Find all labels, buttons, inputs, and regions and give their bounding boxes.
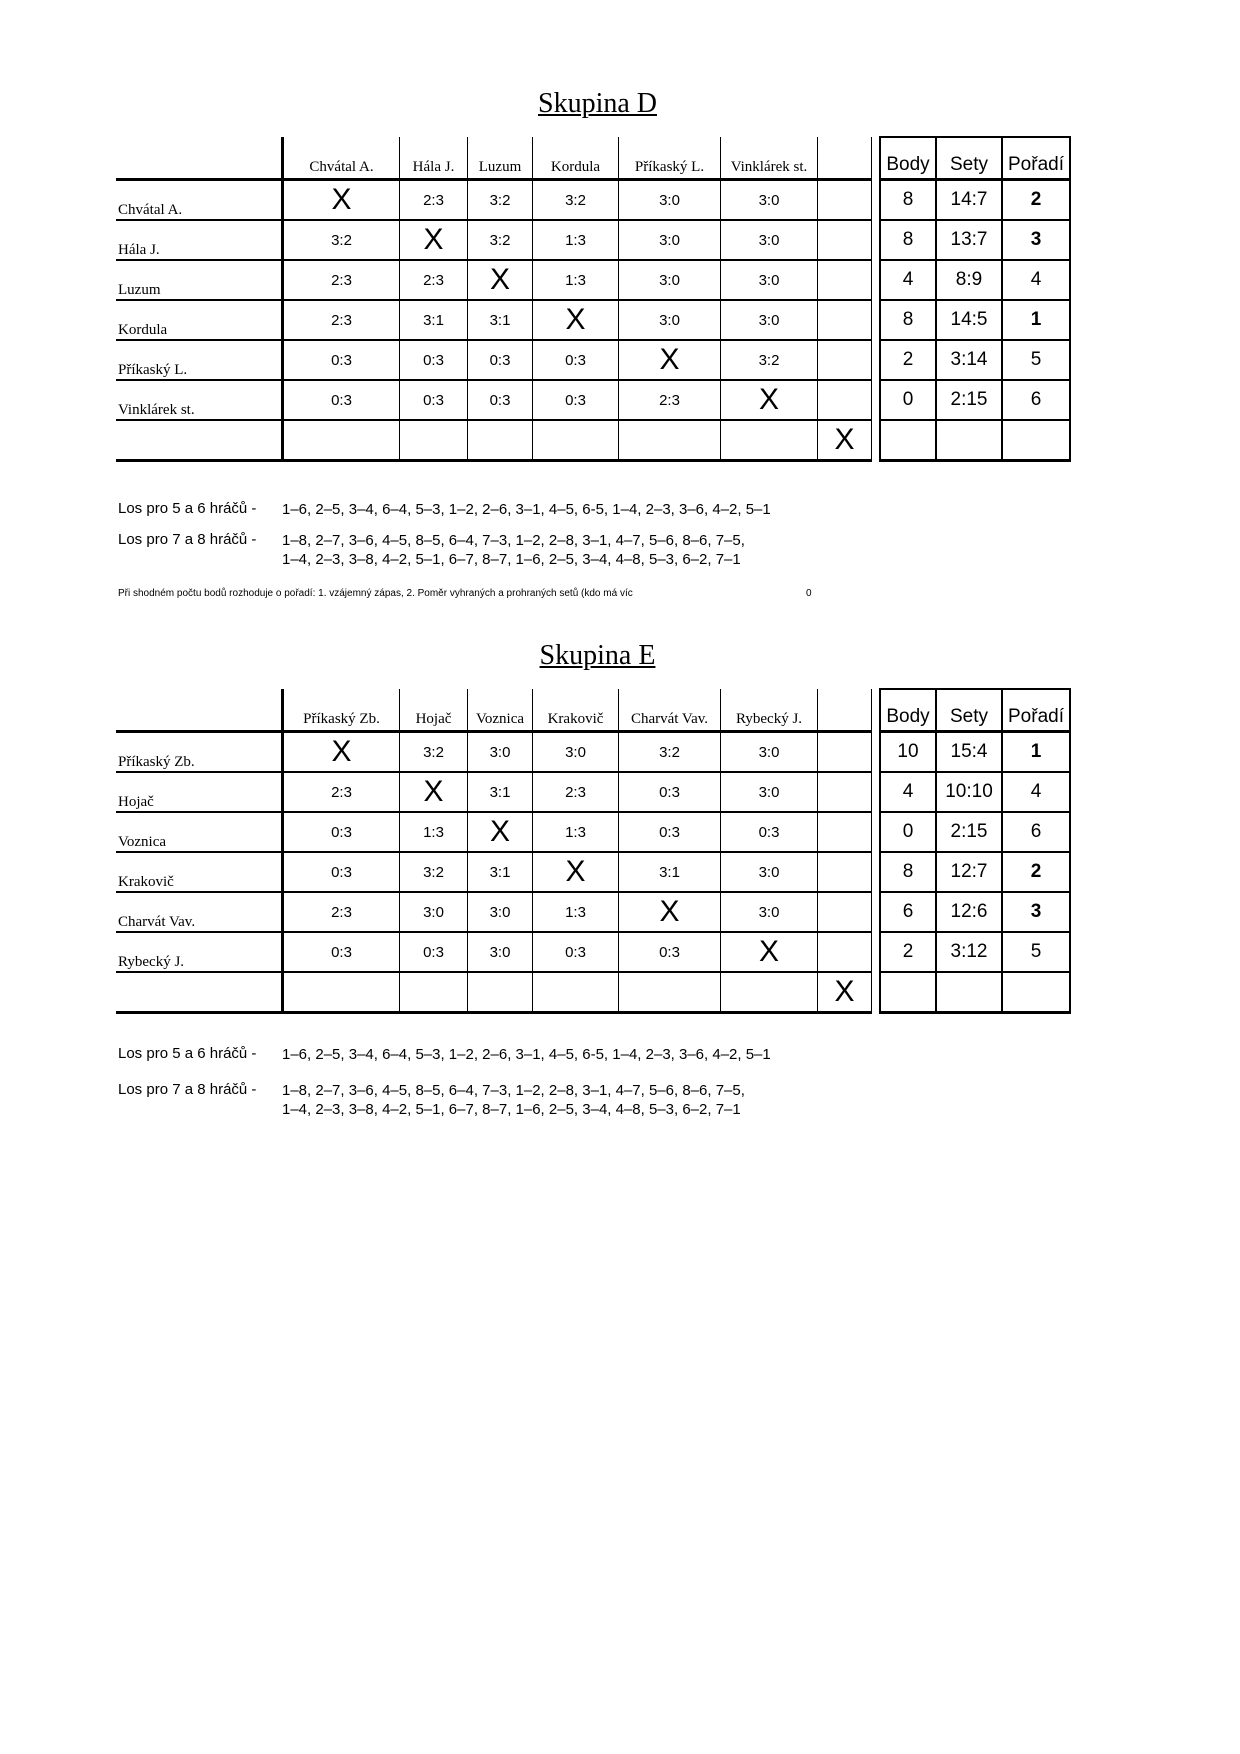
self-match-cell: X: [721, 932, 818, 972]
gap: [872, 932, 881, 972]
result-cell: 2:3: [283, 300, 400, 340]
row-player-name: Vinklárek st.: [116, 380, 283, 420]
sety-cell: 2:15: [936, 380, 1002, 420]
sety-cell: 10:10: [936, 772, 1002, 812]
result-cell: [818, 180, 872, 221]
poradi-cell: [1002, 972, 1070, 1013]
header-row: [116, 137, 1070, 180]
poradi-cell: 2: [1002, 852, 1070, 892]
result-cell: 3:0: [721, 220, 818, 260]
row-player-name: Příkaský Zb.: [116, 732, 283, 773]
table-row: [116, 972, 1070, 1013]
los-5-6-label: Los pro 5 a 6 hráčů -: [118, 1045, 257, 1062]
column-header: Vinklárek st.: [721, 137, 818, 180]
sety-cell: 3:12: [936, 932, 1002, 972]
poradi-cell: [1002, 420, 1070, 461]
body-cell: 8: [880, 300, 936, 340]
table-row: [116, 420, 1070, 461]
column-header: Charvát Vav.: [619, 689, 721, 732]
result-cell: 1:3: [533, 812, 619, 852]
result-cell: 3:0: [721, 732, 818, 773]
table-row: [116, 340, 1070, 380]
result-cell: [619, 420, 721, 461]
body-cell: [880, 420, 936, 461]
poradi-cell: 3: [1002, 220, 1070, 260]
los-7-8-value-2: 1–4, 2–3, 3–8, 4–2, 5–1, 6–7, 8–7, 1–6, 2–5, 3–4, 4–8, 5–3, 6–2, 7–1: [282, 551, 741, 568]
row-player-name: Krakovič: [116, 852, 283, 892]
result-cell: 3:0: [619, 220, 721, 260]
result-cell: 3:1: [619, 852, 721, 892]
poradi-cell: 6: [1002, 380, 1070, 420]
result-cell: 0:3: [400, 380, 468, 420]
body-cell: 2: [880, 340, 936, 380]
stat-header: Body: [880, 689, 936, 732]
result-cell: 3:2: [468, 180, 533, 221]
table-row: [116, 180, 1070, 221]
self-match-cell: X: [721, 380, 818, 420]
row-player-name: Hojač: [116, 772, 283, 812]
result-cell: 0:3: [283, 340, 400, 380]
self-match-cell: X: [533, 852, 619, 892]
self-match-cell: X: [468, 260, 533, 300]
column-header: Chvátal A.: [283, 137, 400, 180]
result-cell: 3:0: [721, 300, 818, 340]
result-cell: 3:2: [721, 340, 818, 380]
gap: [872, 852, 881, 892]
result-cell: 3:0: [533, 732, 619, 773]
result-cell: 1:3: [533, 220, 619, 260]
self-match-cell: X: [400, 772, 468, 812]
row-player-name: Rybecký J.: [116, 932, 283, 972]
result-cell: 0:3: [400, 932, 468, 972]
gap: [872, 812, 881, 852]
result-cell: [818, 852, 872, 892]
table-row: [116, 300, 1070, 340]
los-7-8-label: Los pro 7 a 8 hráčů -: [118, 531, 257, 548]
result-cell: 0:3: [619, 772, 721, 812]
column-header: Rybecký J.: [721, 689, 818, 732]
table-row: [116, 260, 1070, 300]
result-cell: [818, 300, 872, 340]
self-match-cell: X: [533, 300, 619, 340]
sety-cell: 12:7: [936, 852, 1002, 892]
result-cell: [818, 732, 872, 773]
column-header-empty: [818, 137, 872, 180]
result-cell: [818, 220, 872, 260]
result-cell: 2:3: [533, 772, 619, 812]
row-player-name: Kordula: [116, 300, 283, 340]
row-player-name: Příkaský L.: [116, 340, 283, 380]
result-cell: [468, 420, 533, 461]
body-cell: 6: [880, 892, 936, 932]
result-cell: 2:3: [283, 260, 400, 300]
result-cell: 0:3: [619, 932, 721, 972]
body-cell: 0: [880, 380, 936, 420]
sety-cell: [936, 420, 1002, 461]
poradi-cell: 1: [1002, 300, 1070, 340]
self-match-cell: X: [619, 340, 721, 380]
self-match-cell: X: [283, 732, 400, 773]
result-cell: 2:3: [283, 892, 400, 932]
row-player-name: Chvátal A.: [116, 180, 283, 221]
body-cell: 0: [880, 812, 936, 852]
poradi-cell: 2: [1002, 180, 1070, 221]
column-header: Krakovič: [533, 689, 619, 732]
tiebreak-note: Při shodném počtu bodů rozhoduje o pořadí: 1. vzájemný zápas, 2. Poměr vyhraných a prohraných setů (kdo má víc: [118, 588, 633, 599]
table-row: [116, 380, 1070, 420]
sety-cell: 13:7: [936, 220, 1002, 260]
body-cell: 2: [880, 932, 936, 972]
body-cell: 8: [880, 220, 936, 260]
table-row: [116, 772, 1070, 812]
stat-header: Sety: [936, 689, 1002, 732]
results-table: [116, 136, 1071, 462]
result-cell: 0:3: [468, 340, 533, 380]
table-row: [116, 812, 1070, 852]
result-cell: 0:3: [468, 380, 533, 420]
row-player-name-empty: [116, 972, 283, 1013]
corner-cell: [116, 137, 283, 180]
los-7-8-value-1: 1–8, 2–7, 3–6, 4–5, 8–5, 6–4, 7–3, 1–2, 2–8, 3–1, 4–7, 5–6, 8–6, 7–5,: [282, 1082, 745, 1099]
table-row: [116, 852, 1070, 892]
group-title: Skupina D: [538, 88, 657, 119]
result-cell: [818, 772, 872, 812]
result-cell: 0:3: [533, 932, 619, 972]
result-cell: [468, 972, 533, 1013]
result-cell: 3:0: [468, 932, 533, 972]
result-cell: 3:0: [721, 260, 818, 300]
los-5-6-label: Los pro 5 a 6 hráčů -: [118, 500, 257, 517]
body-cell: [880, 972, 936, 1013]
poradi-cell: 3: [1002, 892, 1070, 932]
poradi-cell: 1: [1002, 732, 1070, 773]
result-cell: 3:0: [721, 852, 818, 892]
result-cell: [283, 420, 400, 461]
header-row: [116, 689, 1070, 732]
result-cell: 3:0: [721, 772, 818, 812]
column-header-empty: [818, 689, 872, 732]
poradi-cell: 5: [1002, 932, 1070, 972]
tiebreak-note-value: 0: [806, 588, 812, 599]
column-header: Kordula: [533, 137, 619, 180]
result-cell: [818, 932, 872, 972]
body-cell: 8: [880, 852, 936, 892]
self-match-cell: X: [400, 220, 468, 260]
result-cell: 3:0: [619, 180, 721, 221]
gap: [872, 340, 881, 380]
poradi-cell: 5: [1002, 340, 1070, 380]
result-cell: 1:3: [400, 812, 468, 852]
result-cell: 3:2: [283, 220, 400, 260]
stat-header: Body: [880, 137, 936, 180]
result-cell: 0:3: [283, 812, 400, 852]
stat-header: Sety: [936, 137, 1002, 180]
stat-header: Pořadí: [1002, 689, 1070, 732]
result-cell: 3:2: [619, 732, 721, 773]
sety-cell: 12:6: [936, 892, 1002, 932]
result-cell: 0:3: [619, 812, 721, 852]
result-cell: [533, 972, 619, 1013]
result-cell: [818, 340, 872, 380]
corner-cell: [116, 689, 283, 732]
group-title: Skupina E: [539, 640, 656, 671]
gap: [872, 732, 881, 773]
result-cell: [721, 420, 818, 461]
table-row: [116, 220, 1070, 260]
body-cell: 4: [880, 260, 936, 300]
sety-cell: [936, 972, 1002, 1013]
result-cell: 0:3: [533, 380, 619, 420]
self-match-cell: X: [468, 812, 533, 852]
result-cell: 3:0: [400, 892, 468, 932]
result-cell: [818, 260, 872, 300]
row-player-name: Charvát Vav.: [116, 892, 283, 932]
sety-cell: 3:14: [936, 340, 1002, 380]
sety-cell: 2:15: [936, 812, 1002, 852]
result-cell: 1:3: [533, 260, 619, 300]
result-cell: 0:3: [721, 812, 818, 852]
gap: [872, 772, 881, 812]
row-player-name: Luzum: [116, 260, 283, 300]
self-match-cell: X: [619, 892, 721, 932]
result-cell: 2:3: [283, 772, 400, 812]
result-cell: [283, 972, 400, 1013]
poradi-cell: 6: [1002, 812, 1070, 852]
row-player-name-empty: [116, 420, 283, 461]
result-cell: 2:3: [619, 380, 721, 420]
column-header: Příkaský L.: [619, 137, 721, 180]
gap: [872, 300, 881, 340]
gap: [872, 137, 881, 180]
result-cell: 3:1: [400, 300, 468, 340]
gap: [872, 260, 881, 300]
poradi-cell: 4: [1002, 772, 1070, 812]
table-row: [116, 892, 1070, 932]
row-player-name: Voznica: [116, 812, 283, 852]
result-cell: 3:1: [468, 300, 533, 340]
result-cell: 0:3: [283, 380, 400, 420]
result-cell: 3:1: [468, 852, 533, 892]
self-match-cell: X: [818, 972, 872, 1013]
gap: [872, 380, 881, 420]
los-7-8-value-1: 1–8, 2–7, 3–6, 4–5, 8–5, 6–4, 7–3, 1–2, 2–8, 3–1, 4–7, 5–6, 8–6, 7–5,: [282, 532, 745, 549]
result-cell: [533, 420, 619, 461]
result-cell: 3:0: [619, 260, 721, 300]
body-cell: 4: [880, 772, 936, 812]
result-cell: [400, 420, 468, 461]
los-7-8-label: Los pro 7 a 8 hráčů -: [118, 1081, 257, 1098]
los-7-8-value-2: 1–4, 2–3, 3–8, 4–2, 5–1, 6–7, 8–7, 1–6, 2–5, 3–4, 4–8, 5–3, 6–2, 7–1: [282, 1101, 741, 1118]
result-cell: 2:3: [400, 260, 468, 300]
result-cell: 3:0: [619, 300, 721, 340]
result-cell: 3:0: [468, 892, 533, 932]
result-cell: 3:2: [533, 180, 619, 221]
column-header: Příkaský Zb.: [283, 689, 400, 732]
column-header: Hála J.: [400, 137, 468, 180]
column-header: Luzum: [468, 137, 533, 180]
sety-cell: 14:5: [936, 300, 1002, 340]
gap: [872, 892, 881, 932]
results-table: [116, 688, 1071, 1014]
table-row: [116, 932, 1070, 972]
column-header: Hojač: [400, 689, 468, 732]
result-cell: 0:3: [283, 932, 400, 972]
result-cell: [818, 892, 872, 932]
los-5-6-value: 1–6, 2–5, 3–4, 6–4, 5–3, 1–2, 2–6, 3–1, 4–5, 6-5, 1–4, 2–3, 3–6, 4–2, 5–1: [282, 1046, 771, 1063]
result-cell: 1:3: [533, 892, 619, 932]
result-cell: 2:3: [400, 180, 468, 221]
los-5-6-value: 1–6, 2–5, 3–4, 6–4, 5–3, 1–2, 2–6, 3–1, 4–5, 6-5, 1–4, 2–3, 3–6, 4–2, 5–1: [282, 501, 771, 518]
result-cell: [721, 972, 818, 1013]
sety-cell: 14:7: [936, 180, 1002, 221]
result-cell: [400, 972, 468, 1013]
self-match-cell: X: [818, 420, 872, 461]
result-cell: 3:0: [721, 180, 818, 221]
sety-cell: 15:4: [936, 732, 1002, 773]
column-header: Voznica: [468, 689, 533, 732]
poradi-cell: 4: [1002, 260, 1070, 300]
result-cell: 0:3: [283, 852, 400, 892]
result-cell: 3:0: [721, 892, 818, 932]
result-cell: 3:2: [400, 732, 468, 773]
sety-cell: 8:9: [936, 260, 1002, 300]
result-cell: 3:2: [400, 852, 468, 892]
self-match-cell: X: [283, 180, 400, 221]
result-cell: 3:1: [468, 772, 533, 812]
result-cell: 0:3: [533, 340, 619, 380]
result-cell: 3:2: [468, 220, 533, 260]
gap: [872, 220, 881, 260]
result-cell: [818, 380, 872, 420]
gap: [872, 180, 881, 221]
gap: [872, 972, 881, 1013]
result-cell: 3:0: [468, 732, 533, 773]
row-player-name: Hála J.: [116, 220, 283, 260]
body-cell: 8: [880, 180, 936, 221]
gap: [872, 689, 881, 732]
stat-header: Pořadí: [1002, 137, 1070, 180]
gap: [872, 420, 881, 461]
result-cell: [619, 972, 721, 1013]
result-cell: 0:3: [400, 340, 468, 380]
table-row: [116, 732, 1070, 773]
result-cell: [818, 812, 872, 852]
body-cell: 10: [880, 732, 936, 773]
